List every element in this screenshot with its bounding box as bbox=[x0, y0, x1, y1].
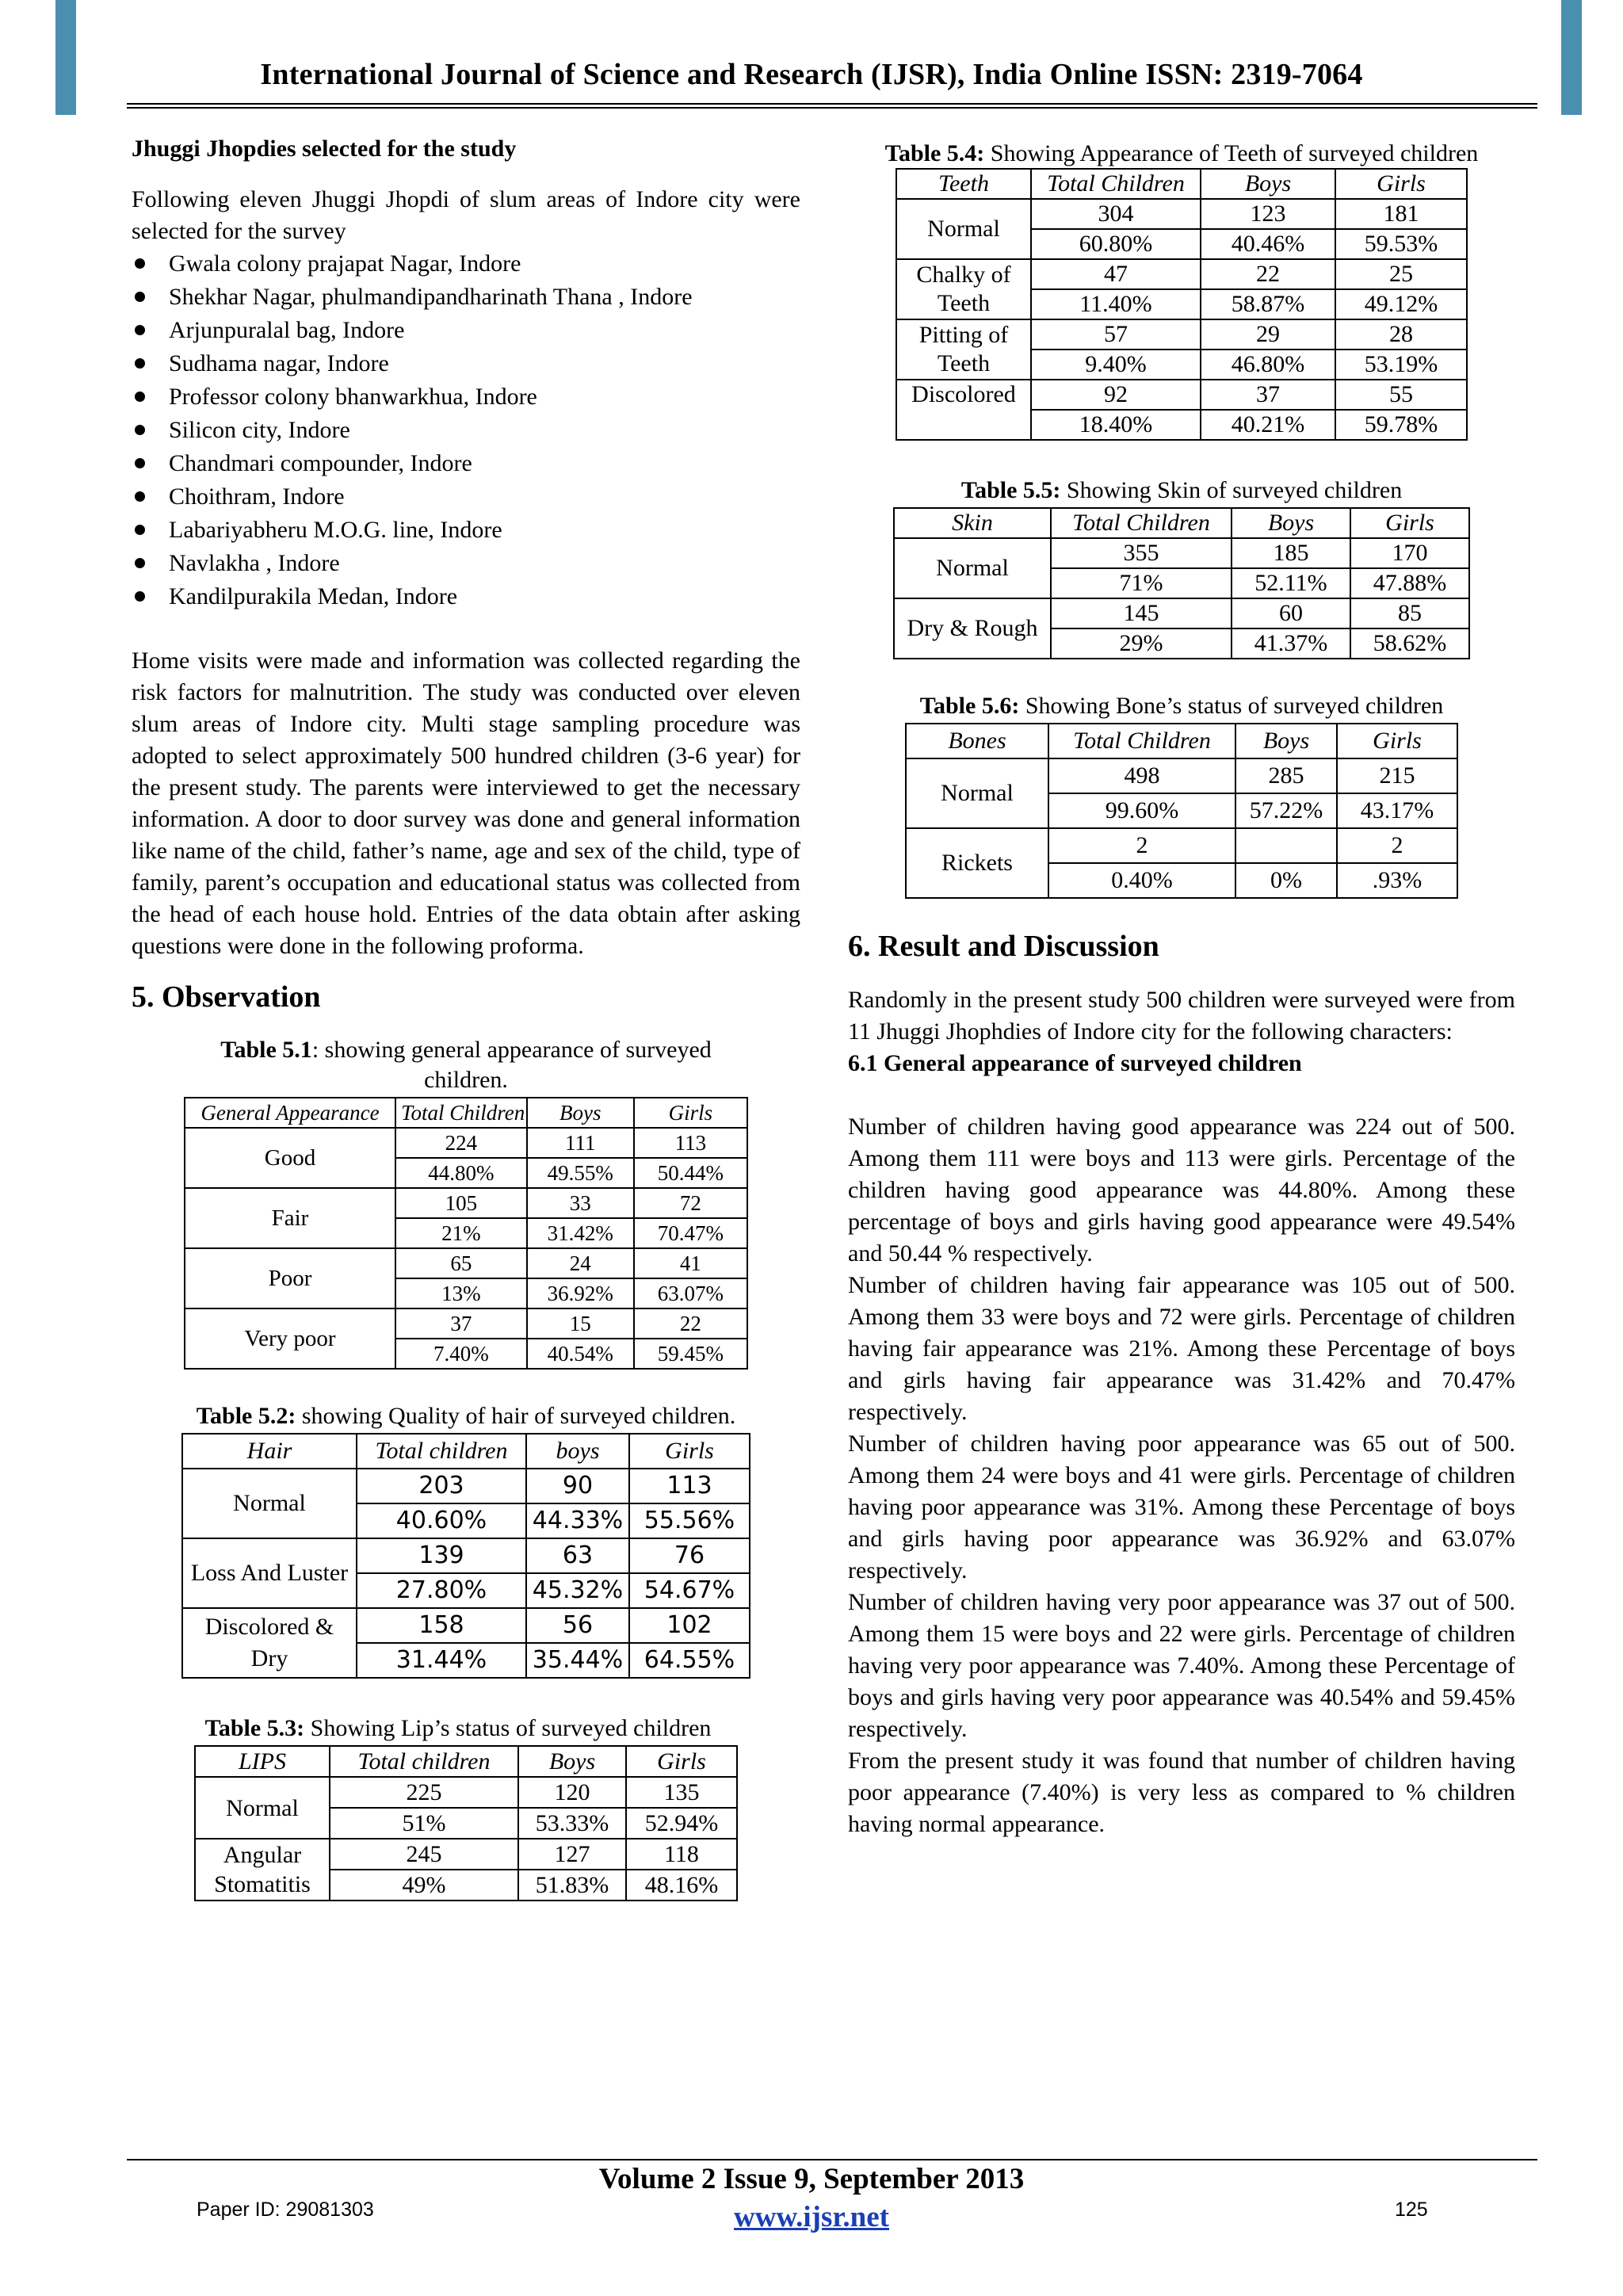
list-item: Professor colony bhanwarkhua, Indore bbox=[132, 380, 800, 414]
table-header-row bbox=[195, 1746, 737, 1777]
bullet-icon bbox=[135, 491, 145, 502]
table-header-cell: Teeth bbox=[896, 169, 1031, 199]
table-cell: 70.47% bbox=[634, 1218, 747, 1248]
bullet-icon bbox=[135, 258, 145, 269]
table-header-cell: Boys bbox=[1201, 169, 1335, 199]
table-row bbox=[195, 1839, 737, 1870]
table-cell: 57.22% bbox=[1235, 793, 1337, 828]
bullet-icon bbox=[135, 325, 145, 335]
table-5-1-block bbox=[181, 1035, 751, 1095]
table-cell: 76 bbox=[629, 1538, 750, 1573]
footer-rule bbox=[127, 2159, 1537, 2160]
list-item: Shekhar Nagar, phulmandipandharinath Thana , Indore bbox=[132, 281, 800, 314]
table-cell: 498 bbox=[1048, 758, 1235, 793]
table-row bbox=[894, 598, 1469, 628]
list-item: Silicon city, Indore bbox=[132, 414, 800, 447]
table-cell: 21% bbox=[395, 1218, 527, 1248]
table-header-cell: Girls bbox=[1335, 169, 1467, 199]
table-cell: 48.16% bbox=[626, 1870, 737, 1901]
table-cell: 41 bbox=[634, 1248, 747, 1278]
table-row bbox=[894, 538, 1469, 568]
table-cell: 90 bbox=[526, 1469, 629, 1503]
table-cell: 59.53% bbox=[1335, 229, 1467, 259]
table-cell: .93% bbox=[1337, 863, 1457, 898]
table-cell: 225 bbox=[330, 1777, 518, 1808]
table-cell: 40.60% bbox=[357, 1503, 526, 1538]
table-cell: 71% bbox=[1051, 568, 1232, 598]
bullet-icon bbox=[135, 392, 145, 402]
table-cell: 49.12% bbox=[1335, 289, 1467, 319]
table-cell: 92 bbox=[1031, 380, 1201, 410]
table-cell: 22 bbox=[1201, 259, 1335, 289]
table-cell: 58.62% bbox=[1350, 628, 1469, 659]
table-row bbox=[185, 1308, 747, 1339]
table-cell: 18.40% bbox=[1031, 410, 1201, 440]
table-header-cell: Girls bbox=[1337, 724, 1457, 758]
observation-heading: 5. Observation bbox=[132, 980, 321, 1014]
table-cell: 55 bbox=[1335, 380, 1467, 410]
table-row-label: Very poor bbox=[185, 1308, 395, 1369]
table-cell: 11.40% bbox=[1031, 289, 1201, 319]
table-cell: 40.46% bbox=[1201, 229, 1335, 259]
table-header-cell: Total Children bbox=[1031, 169, 1201, 199]
table-cell: 123 bbox=[1201, 199, 1335, 229]
header-rule-double bbox=[127, 107, 1537, 109]
table-cell: 13% bbox=[395, 1278, 527, 1308]
table-cell: 60.80% bbox=[1031, 229, 1201, 259]
table-cell: 49% bbox=[330, 1870, 518, 1901]
table-cell: 35.44% bbox=[526, 1643, 629, 1678]
table-cell: 203 bbox=[357, 1469, 526, 1503]
list-item: Kandilpurakila Medan, Indore bbox=[132, 580, 800, 613]
table-row-label: Normal bbox=[894, 538, 1051, 598]
list-item: Choithram, Indore bbox=[132, 480, 800, 514]
page-number: 125 bbox=[1395, 2199, 1428, 2221]
table-cell: 54.67% bbox=[629, 1573, 750, 1608]
table-row bbox=[906, 828, 1457, 863]
table-cell: 185 bbox=[1232, 538, 1350, 568]
bullet-icon bbox=[135, 525, 145, 535]
table-cell: 72 bbox=[634, 1188, 747, 1218]
poor-appearance-paragraph: Number of children having poor appearance was 65 out of 500. Among them 24 were boys and 41 were girls. Percentage of children having poor appearance was 31%. Among these Percentage of boys and girls having poor appearance was 36.92% and 63.07% respectively. bbox=[848, 1431, 1515, 1584]
table-header-cell: boys bbox=[526, 1434, 629, 1469]
table-row-label: Rickets bbox=[906, 828, 1048, 898]
table-cell: 50.44% bbox=[634, 1158, 747, 1188]
table-cell: 139 bbox=[357, 1538, 526, 1573]
table-row-label: Normal bbox=[195, 1777, 330, 1839]
table-cell: 59.45% bbox=[634, 1339, 747, 1369]
table-header-cell: Boys bbox=[518, 1746, 626, 1777]
list-item: Chandmari compounder, Indore bbox=[132, 447, 800, 480]
table-cell: 36.92% bbox=[527, 1278, 634, 1308]
table-cell: 41.37% bbox=[1232, 628, 1350, 659]
bullet-icon bbox=[135, 292, 145, 302]
table-cell: 47 bbox=[1031, 259, 1201, 289]
right-column bbox=[848, 139, 1515, 1840]
table-row-label: Poor bbox=[185, 1248, 395, 1308]
table-header-cell: Hair bbox=[182, 1434, 357, 1469]
table-cell: 127 bbox=[518, 1839, 626, 1870]
table-5-4-caption: Table 5.4: Showing Appearance of Teeth of surveyed children bbox=[884, 140, 1479, 166]
left-column bbox=[132, 133, 800, 1901]
table-cell: 7.40% bbox=[395, 1339, 527, 1369]
table-cell: 37 bbox=[395, 1308, 527, 1339]
header-rule bbox=[127, 103, 1537, 105]
table-cell: 57 bbox=[1031, 319, 1201, 350]
table-cell: 40.21% bbox=[1201, 410, 1335, 440]
table-cell: 102 bbox=[629, 1608, 750, 1643]
table-cell: 245 bbox=[330, 1839, 518, 1870]
bullet-icon bbox=[135, 558, 145, 568]
table-row-label: Fair bbox=[185, 1188, 395, 1248]
table-row-label: Chalky of Teeth bbox=[896, 259, 1031, 319]
table-header-row bbox=[896, 169, 1467, 199]
table-row-label: Good bbox=[185, 1128, 395, 1188]
table-cell: 55.56% bbox=[629, 1503, 750, 1538]
table-cell: 53.33% bbox=[518, 1808, 626, 1839]
study-heading: Jhuggi Jhopdies selected for the study bbox=[132, 136, 517, 162]
table-cell: 60 bbox=[1232, 598, 1350, 628]
table-cell: 33 bbox=[527, 1188, 634, 1218]
table-header-cell: Girls bbox=[626, 1746, 737, 1777]
general-appearance-subheading: 6.1 General appearance of surveyed children bbox=[848, 1050, 1302, 1076]
table-cell: 27.80% bbox=[357, 1573, 526, 1608]
table-cell: 51.83% bbox=[518, 1870, 626, 1901]
table-cell: 49.55% bbox=[527, 1158, 634, 1188]
table-header-row bbox=[182, 1434, 750, 1469]
paper-id: Paper ID: 29081303 bbox=[197, 2199, 374, 2221]
table-row bbox=[182, 1608, 750, 1643]
table-cell: 63 bbox=[526, 1538, 629, 1573]
table-row bbox=[896, 199, 1467, 229]
bullet-icon bbox=[135, 591, 145, 602]
table-row bbox=[185, 1128, 747, 1158]
table-header-row bbox=[906, 724, 1457, 758]
table-5-2-caption: Table 5.2: showing Quality of hair of surveyed children. bbox=[196, 1403, 736, 1429]
table-row bbox=[182, 1538, 750, 1573]
table-row bbox=[896, 259, 1467, 289]
table-cell: 85 bbox=[1350, 598, 1469, 628]
table-cell: 51% bbox=[330, 1808, 518, 1839]
table-cell: 64.55% bbox=[629, 1643, 750, 1678]
table-cell: 24 bbox=[527, 1248, 634, 1278]
table-header-cell: Total children bbox=[330, 1746, 518, 1777]
table-row-label: Angular Stomatitis bbox=[195, 1839, 330, 1901]
table-header-row bbox=[185, 1098, 747, 1128]
table-cell: 111 bbox=[527, 1128, 634, 1158]
table-cell: 47.88% bbox=[1350, 568, 1469, 598]
bullet-icon bbox=[135, 358, 145, 369]
table-row-label: Pitting of Teeth bbox=[896, 319, 1031, 380]
table-row-label: Normal bbox=[182, 1469, 357, 1538]
table-cell: 105 bbox=[395, 1188, 527, 1218]
table-header-cell: Boys bbox=[527, 1098, 634, 1128]
table-row bbox=[896, 380, 1467, 410]
fair-appearance-paragraph: Number of children having fair appearance was 105 out of 500. Among them 33 were boys and 72 were girls. Percentage of children having fair appearance was 21%. Among these Percentage of boys and girls having fair appearance was 31.42% and 70.47% respectively. bbox=[848, 1272, 1515, 1425]
table-cell: 145 bbox=[1051, 598, 1232, 628]
table-cell: 58.87% bbox=[1201, 289, 1335, 319]
table-cell: 355 bbox=[1051, 538, 1232, 568]
bullet-icon bbox=[135, 458, 145, 468]
table-row-label: Normal bbox=[906, 758, 1048, 828]
list-item: Arjunpuralal bag, Indore bbox=[132, 314, 800, 347]
table-header-cell: General Appearance bbox=[185, 1098, 395, 1128]
table-5-3 bbox=[194, 1745, 738, 1901]
table-cell: 285 bbox=[1235, 758, 1337, 793]
table-cell: 22 bbox=[634, 1308, 747, 1339]
table-5-1 bbox=[184, 1097, 748, 1370]
table-cell: 15 bbox=[527, 1308, 634, 1339]
table-row-label: Loss And Luster bbox=[182, 1538, 357, 1608]
table-cell: 99.60% bbox=[1048, 793, 1235, 828]
table-header-cell: Total Children bbox=[395, 1098, 527, 1128]
very-poor-appearance-paragraph: Number of children having very poor appearance was 37 out of 500. Among them 15 were boys and 22 were girls. Percentage of children having very poor appearance was 7.40%. Among these Percentage of boys and girls having very poor appearance was 40.54% and 59.45% respectively. bbox=[848, 1589, 1515, 1742]
table-cell: 53.19% bbox=[1335, 350, 1467, 380]
table-cell: 29 bbox=[1201, 319, 1335, 350]
table-cell: 113 bbox=[634, 1128, 747, 1158]
table-row-label: Discolored & Dry bbox=[182, 1608, 357, 1678]
method-paragraph: Home visits were made and information was collected regarding the risk factors for malnutrition. The study was conducted over eleven slum areas of Indore city. Multi stage sampling procedure was adopted to select approximately 500 hundred children (3-6 year) for the present study. The parents were interviewed to get the necessary information. A door to door survey was done and general information like name of the child, father’s name, age and sex of the child, type of family, parent’s occupation and educational status was collected from the head of each house hold. Entries of the data obtain after asking questions were done in the following proforma. bbox=[132, 648, 800, 959]
table-cell: 56 bbox=[526, 1608, 629, 1643]
bullet-icon bbox=[135, 425, 145, 435]
table-row-label: Dry & Rough bbox=[894, 598, 1051, 659]
table-5-2 bbox=[181, 1433, 750, 1679]
table-cell: 215 bbox=[1337, 758, 1457, 793]
list-item: Sudhama nagar, Indore bbox=[132, 347, 800, 380]
table-header-cell: Total children bbox=[357, 1434, 526, 1469]
table-header-cell: Girls bbox=[634, 1098, 747, 1128]
table-cell: 0% bbox=[1235, 863, 1337, 898]
table-cell: 44.80% bbox=[395, 1158, 527, 1188]
journal-header: International Journal of Science and Research (IJSR), India Online ISSN: 2319-7064 bbox=[260, 58, 1363, 91]
table-cell: 45.32% bbox=[526, 1573, 629, 1608]
table-5-6-caption: Table 5.6: Showing Bone’s status of surveyed children bbox=[919, 693, 1444, 719]
table-cell: 9.40% bbox=[1031, 350, 1201, 380]
volume-issue: Volume 2 Issue 9, September 2013 bbox=[598, 2163, 1025, 2195]
table-cell: 0.40% bbox=[1048, 863, 1235, 898]
table-5-3-caption: Table 5.3: Showing Lip’s status of surveyed children bbox=[204, 1715, 712, 1741]
table-row bbox=[185, 1188, 747, 1218]
table-5-5-caption: Table 5.5: Showing Skin of surveyed children bbox=[960, 477, 1403, 503]
table-cell: 135 bbox=[626, 1777, 737, 1808]
table-cell: 31.44% bbox=[357, 1643, 526, 1678]
table-cell: 29% bbox=[1051, 628, 1232, 659]
table-cell: 59.78% bbox=[1335, 410, 1467, 440]
table-cell: 170 bbox=[1350, 538, 1469, 568]
table-header-cell: Total Children bbox=[1051, 508, 1232, 538]
list-item: Navlakha , Indore bbox=[132, 547, 800, 580]
intro-paragraph: Following eleven Jhuggi Jhopdi of slum areas of Indore city were selected for the survey bbox=[132, 186, 800, 244]
table-header-cell: Total Children bbox=[1048, 724, 1235, 758]
table-cell: 65 bbox=[395, 1248, 527, 1278]
table-row-label: Normal bbox=[896, 199, 1031, 259]
table-5-5 bbox=[893, 507, 1470, 659]
table-row bbox=[896, 319, 1467, 350]
conclusion-paragraph: From the present study it was found that number of children having poor appearance (7.40%) is very less as compared to % children having normal appearance. bbox=[848, 1748, 1515, 1837]
table-5-6 bbox=[905, 723, 1458, 899]
table-cell: 2 bbox=[1337, 828, 1457, 863]
result-intro-paragraph: Randomly in the present study 500 children were surveyed were from 11 Jhuggi Jhophdies of Indore city for the following characters: bbox=[848, 987, 1515, 1045]
table-header-cell: Boys bbox=[1232, 508, 1350, 538]
table-cell: 118 bbox=[626, 1839, 737, 1870]
good-appearance-paragraph: Number of children having good appearance was 224 out of 500. Among them 111 were boys and 113 were girls. Percentage of the children having good appearance was 44.80%. Among these percentage of boys and girls having good appearance were 49.54% and 50.44 % respectively. bbox=[848, 1114, 1515, 1266]
table-cell: 63.07% bbox=[634, 1278, 747, 1308]
table-cell: 181 bbox=[1335, 199, 1467, 229]
table-header-cell: Bones bbox=[906, 724, 1048, 758]
table-5-4 bbox=[896, 168, 1468, 441]
table-cell: 43.17% bbox=[1337, 793, 1457, 828]
table-cell bbox=[1235, 828, 1337, 863]
journal-website-link[interactable]: www.ijsr.net bbox=[734, 2201, 889, 2233]
table-cell: 40.54% bbox=[527, 1339, 634, 1369]
table-header-cell: LIPS bbox=[195, 1746, 330, 1777]
result-heading: 6. Result and Discussion bbox=[848, 930, 1159, 963]
table-cell: 44.33% bbox=[526, 1503, 629, 1538]
table-cell: 158 bbox=[357, 1608, 526, 1643]
table-cell: 37 bbox=[1201, 380, 1335, 410]
list-item: Labariyabheru M.O.G. line, Indore bbox=[132, 514, 800, 547]
table-row bbox=[185, 1248, 747, 1278]
table-row-label: Discolored bbox=[896, 380, 1031, 440]
table-cell: 304 bbox=[1031, 199, 1201, 229]
table-row bbox=[906, 758, 1457, 793]
table-cell: 113 bbox=[629, 1469, 750, 1503]
table-header-row bbox=[894, 508, 1469, 538]
table-header-cell: Skin bbox=[894, 508, 1051, 538]
table-cell: 46.80% bbox=[1201, 350, 1335, 380]
table-cell: 224 bbox=[395, 1128, 527, 1158]
table-cell: 2 bbox=[1048, 828, 1235, 863]
table-cell: 120 bbox=[518, 1777, 626, 1808]
table-row bbox=[195, 1777, 737, 1808]
table-row bbox=[182, 1469, 750, 1503]
table-cell: 52.94% bbox=[626, 1808, 737, 1839]
table-cell: 52.11% bbox=[1232, 568, 1350, 598]
table-header-cell: Girls bbox=[629, 1434, 750, 1469]
table-header-cell: Girls bbox=[1350, 508, 1469, 538]
list-item: Gwala colony prajapat Nagar, Indore bbox=[132, 247, 800, 281]
table-header-cell: Boys bbox=[1235, 724, 1337, 758]
table-cell: 28 bbox=[1335, 319, 1467, 350]
table-5-1-caption: Table 5.1: showing general appearance of surveyed children. bbox=[220, 1037, 712, 1093]
table-cell: 31.42% bbox=[527, 1218, 634, 1248]
slum-area-list bbox=[132, 247, 800, 613]
table-cell: 25 bbox=[1335, 259, 1467, 289]
